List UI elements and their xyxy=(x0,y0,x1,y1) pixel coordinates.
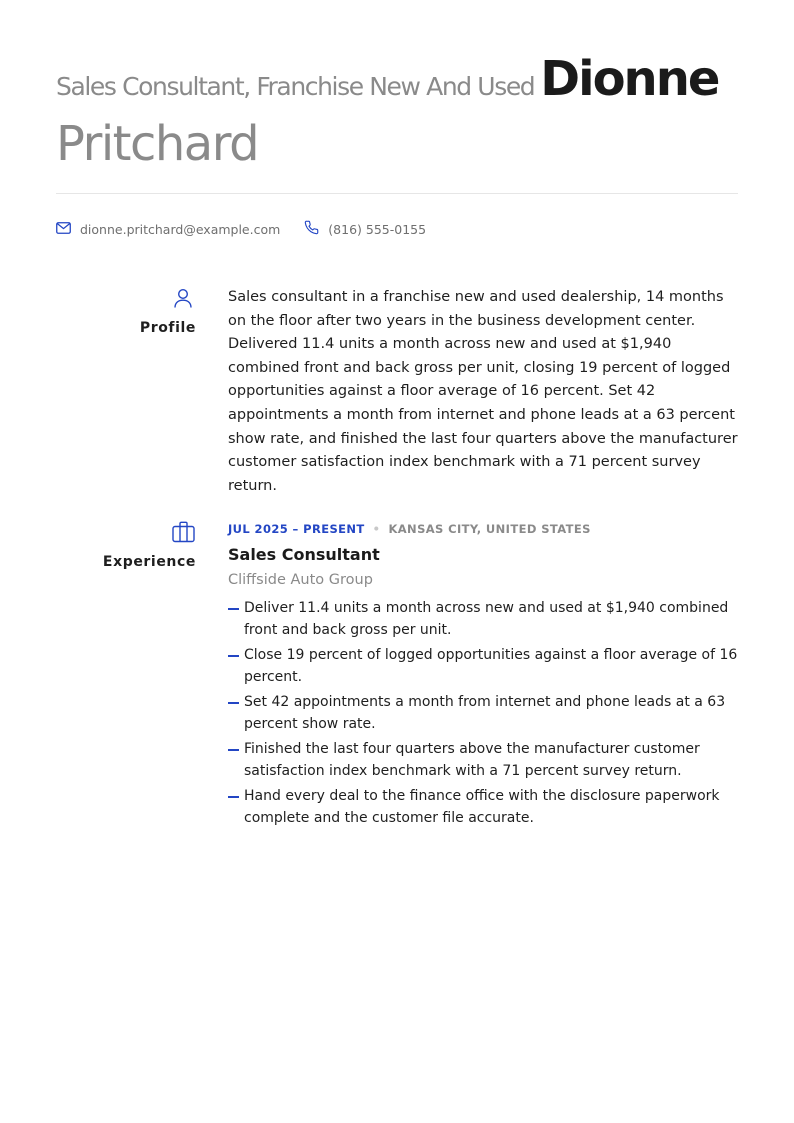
briefcase-icon xyxy=(172,521,195,547)
email-text[interactable]: dionne.pritchard@example.com xyxy=(80,221,281,237)
mail-icon xyxy=(56,222,80,237)
contact-bar xyxy=(56,219,450,239)
bullet-text: Set 42 appointments a month from internet and phone leads at a 63 percent show rate. xyxy=(244,694,726,732)
dash-icon xyxy=(228,796,239,798)
bullet-text: Finished the last four quarters above the manufacturer customer satisfaction index benchmark with a 71 percent survey return. xyxy=(244,741,700,779)
bullet-item xyxy=(228,692,738,735)
header-title-line xyxy=(56,52,746,117)
meta-separator-dot: • xyxy=(372,522,381,536)
experience-role: Sales Consultant xyxy=(228,545,380,564)
profile-label: Profile xyxy=(139,320,196,336)
experience-location: KANSAS CITY, UNITED STATES xyxy=(388,522,591,536)
dash-icon xyxy=(228,749,239,751)
contact-email[interactable] xyxy=(56,222,280,237)
experience-meta xyxy=(228,520,738,538)
header-divider xyxy=(56,193,738,194)
resume-header xyxy=(56,52,746,171)
experience-entry xyxy=(228,520,738,833)
bullet-text: Close 19 percent of logged opportunities against a floor average of 16 percent. xyxy=(244,647,738,685)
job-title: Sales Consultant, Franchise New And Used xyxy=(56,72,535,101)
experience-company: Cliffside Auto Group xyxy=(228,572,373,588)
contact-phone[interactable] xyxy=(304,220,426,238)
user-icon xyxy=(172,287,194,313)
first-name: Dionne xyxy=(540,51,719,107)
bullet-text: Deliver 11.4 units a month across new and used at $1,940 combined front and back gross per unit. xyxy=(244,600,729,638)
experience-dates: JUL 2025 – PRESENT xyxy=(228,522,365,536)
bullet-text: Hand every deal to the finance office with the disclosure paperwork complete and the customer file accurate. xyxy=(244,788,720,826)
experience-bullets xyxy=(228,598,738,829)
bullet-item xyxy=(228,786,738,829)
bullet-item xyxy=(228,598,738,641)
phone-icon xyxy=(304,220,328,238)
dash-icon xyxy=(228,655,239,657)
phone-text[interactable]: (816) 555-0155 xyxy=(328,221,427,237)
dash-icon xyxy=(228,702,239,704)
experience-label: Experience xyxy=(102,554,196,570)
last-name: Pritchard xyxy=(56,116,259,172)
bullet-item xyxy=(228,739,738,782)
profile-summary: Sales consultant in a franchise new and used dealership, 14 months on the floor after two years in the business development center. Delivered 11.4 units a month across new and used at $1,940 combined front and back gross per unit, closing 19 percent of logged opportunities against a floor average of 16 percent. Set 42 appointments a month from internet and phone leads at a 63 percent show rate, and finished the last four quarters above the manufacturer customer satisfaction index benchmark with a 71 percent survey return. xyxy=(228,289,738,494)
dash-icon xyxy=(228,608,239,610)
bullet-item xyxy=(228,645,738,688)
